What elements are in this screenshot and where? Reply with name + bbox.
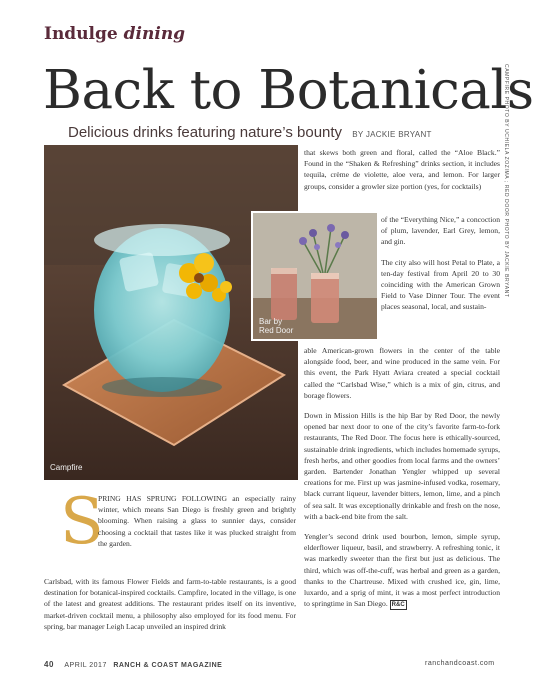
headline: Back to Botanicals	[43, 60, 534, 121]
right-column-top	[304, 147, 500, 192]
photo-credits: CAMPFIRE PHOTO BY UCHIELA ZOZIMA ; RED DOOR PHOTO BY JACKIE BRYANT	[503, 64, 509, 298]
page-number: 40	[44, 660, 54, 669]
inset-caption-line1: Bar by	[259, 317, 283, 326]
inset-caption-line2: Red Door	[259, 326, 294, 335]
body-paragraph-2: Carlsbad, with its famous Flower Fields and farm-to-table restaurants, is a good destination for botanical-inspired cocktails. Campfire, located in the village, is one of the latest and greatest additions. The restaurant prides itself on its inventive, market-driven cocktail menu, a philosophy also employed for its food menu. For spring, bar manager Leigh Lacap unveiled an inspired drink	[44, 577, 296, 631]
section-name: dining	[123, 24, 186, 44]
right-column-body	[304, 345, 500, 619]
right-paragraph-4	[304, 531, 500, 610]
footer-left	[44, 660, 222, 669]
drop-cap: S	[60, 485, 104, 559]
inset-photo	[251, 211, 379, 341]
inset-caption	[259, 317, 293, 335]
right-column-narrow	[381, 214, 500, 313]
byline: BY JACKIE BRYANT	[352, 130, 432, 139]
right-paragraph-1-full: that skews both green and floral, called the “Aloe Black.” Found in the “Shaken & Refreshing” drinks section, it includes tequila, crème de violette, aloe vera, and lemon. For larger groups, consider a growler size portion (yes, for cocktails)	[304, 148, 500, 191]
section-label	[44, 24, 185, 44]
left-column-lead	[98, 493, 296, 558]
lead-paragraph: PRING HAS SPRUNG FOLLOWING an especially rainy winter, which means San Diego is freshly green and brightly blooming. When raising a glass to sunnier days, consider choosing a cocktail that tastes like it was plucked straight from the garden.	[98, 494, 296, 548]
main-photo-caption: Campfire	[50, 463, 83, 472]
right-paragraph-2-full: able American-grown flowers in the center of the table alongside food, beer, and wine produced in the same vein. For this event, the Park Hyatt Aviara created a special cocktail called the “Carlsbad Wise,” which is a mix of gin, citrus, and borage flowers.	[304, 346, 500, 400]
left-column-body	[44, 576, 296, 641]
issue-date: APRIL 2017	[64, 662, 107, 669]
subhead-line	[68, 124, 432, 141]
right-paragraph-4-text: Yengler’s second drink used bourbon, lemon, simple syrup, elderflower liqueur, basil, and strawberry. A refreshing tonic, it was markedly sweeter than the first but just as delicious. The third, which was off-the-cuff, was herbal and green as a garden, thanks to the Chartreuse. Mixed with crushed ice, gin, lime, luxardo, and a sprig of mint, it was a most perfect introduction to springtime in San Diego.	[304, 532, 500, 609]
subhead: Delicious drinks featuring nature’s bounty	[68, 124, 343, 141]
end-mark: R&C	[391, 602, 405, 609]
right-paragraph-3: Down in Mission Hills is the hip Bar by Red Door, the newly opened bar next door to one of the city’s favorite farm-to-fork restaurants, The Red Door. The focus here is ethically-sourced, sustainable drink ingredients, which includes homemade syrups, fresh herbs, and other goodies from local farms and the owners’ garden. Bartender Jonathan Yengler whipped up several creations for me. First up was jasmine-infused vodka, rosemary, black currant liqueur, lavender bitters, lemon, lime, and a pinch of sea salt. It was exceptionally drinkable and fresh on the nose, with a back-end bite from the salt.	[304, 411, 500, 521]
right-paragraph-2-narrow: The city also will host Petal to Plate, a ten-day festival from April 20 to 30 coinciding with the American Grown Field to Vase Dinner Tour. The event places seasonal, local, and sustain-	[381, 257, 500, 312]
footer-site: ranchandcoast.com	[425, 660, 495, 667]
right-paragraph-1-narrow: of the “Everything Nice,” a concoction of plum, lavender, Earl Grey, lemon, and gin.	[381, 215, 500, 247]
section-prefix: Indulge	[44, 24, 118, 44]
magazine-name: RANCH & COAST MAGAZINE	[113, 662, 223, 669]
